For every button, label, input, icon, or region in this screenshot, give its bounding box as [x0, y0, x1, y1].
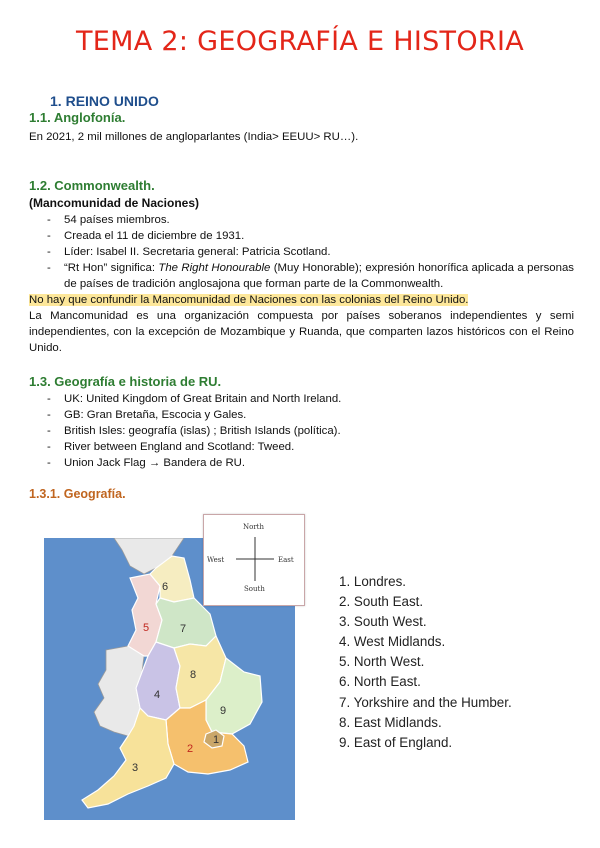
- list-item-rt-hon: [29, 260, 574, 292]
- list-item: - Union Jack Flag → Bandera de RU.: [29, 455, 574, 471]
- commonwealth-paragraph: La Mancomunidad es una organización compuesta por países soberanos independientes y semi independientes, con la excepción de Mozambique y Ruanda, que comparten lazos históricos con el Reino Unido.: [29, 310, 574, 354]
- list-item: - 54 países miembros.: [29, 212, 574, 228]
- list-item: 2. South East.: [339, 594, 424, 610]
- compass-east: East: [278, 556, 294, 564]
- list-item: - GB: Gran Bretaña, Escocia y Gales.: [29, 407, 574, 423]
- map-label: 1: [213, 734, 220, 746]
- commonwealth-list: [29, 212, 574, 292]
- rt-hon-italic: The Right Honourable: [158, 262, 271, 274]
- list-item: 7. Yorkshire and the Humber.: [339, 694, 512, 710]
- commonwealth-subheading: (Mancomunidad de Naciones): [29, 196, 200, 210]
- anglofonia-heading: 1.1. Anglofonía.: [29, 110, 126, 125]
- geografia-historia-heading: 1.3. Geografía e historia de RU.: [29, 374, 222, 389]
- map-label: 4: [154, 689, 161, 701]
- list-item: 6. North East.: [339, 674, 421, 690]
- compass-north: North: [243, 523, 265, 531]
- geografia-heading: 1.3.1. Geografía.: [29, 487, 126, 501]
- map-label: 3: [132, 762, 139, 774]
- list-item: 5. North West.: [339, 654, 425, 670]
- list-item: - River between England and Scotland: Tweed.: [29, 439, 574, 455]
- section-number: 1.: [50, 93, 62, 109]
- compass-cross-icon: [204, 515, 304, 605]
- section-heading-reino-unido: [50, 93, 159, 109]
- list-item: 8. East Midlands.: [339, 714, 442, 730]
- page-title: TEMA 2: GEOGRAFÍA E HISTORIA: [76, 26, 524, 57]
- compass-rose: [203, 514, 305, 606]
- rt-hon-prefix: “Rt Hon” significa:: [64, 262, 159, 274]
- anglofonia-text: En 2021, 2 mil millones de angloparlantes (India> EEUU> RU…).: [29, 131, 359, 143]
- map-label: 6: [162, 581, 169, 593]
- map-label: 5: [143, 622, 150, 634]
- list-item: - British Isles: geografía (islas) ; British Islands (política).: [29, 423, 574, 439]
- compass-south: South: [244, 585, 265, 593]
- geografia-historia-list: [29, 391, 574, 471]
- section-title: REINO UNIDO: [65, 93, 159, 109]
- list-item: 4. West Midlands.: [339, 634, 446, 650]
- regions-list: [339, 572, 512, 753]
- list-item: - UK: United Kingdom of Great Britain and North Ireland.: [29, 391, 574, 407]
- list-item: 3. South West.: [339, 614, 427, 630]
- map-label: 8: [190, 669, 197, 681]
- list-item: - Líder: Isabel II. Secretaria general: Patricia Scotland.: [29, 244, 574, 260]
- list-item: - Creada el 11 de diciembre de 1931.: [29, 228, 574, 244]
- list-item: 1. Londres.: [339, 574, 406, 589]
- compass-west: West: [207, 556, 225, 564]
- list-item: 9. East of England.: [339, 734, 453, 750]
- map-label: 7: [180, 623, 187, 635]
- map-label: 9: [220, 705, 227, 717]
- rt-hon-suffix: (Muy Honorable); expresión honorífica aplicada a personas de países de tradición anglosajona que forman parte de la Commonwealth.: [64, 262, 574, 290]
- highlight-note: [29, 292, 574, 308]
- commonwealth-heading: 1.2. Commonwealth.: [29, 178, 155, 193]
- map-label: 2: [187, 743, 194, 755]
- highlighted-text: No hay que confundir la Mancomunidad de Naciones con las colonias del Reino Unido.: [29, 294, 469, 306]
